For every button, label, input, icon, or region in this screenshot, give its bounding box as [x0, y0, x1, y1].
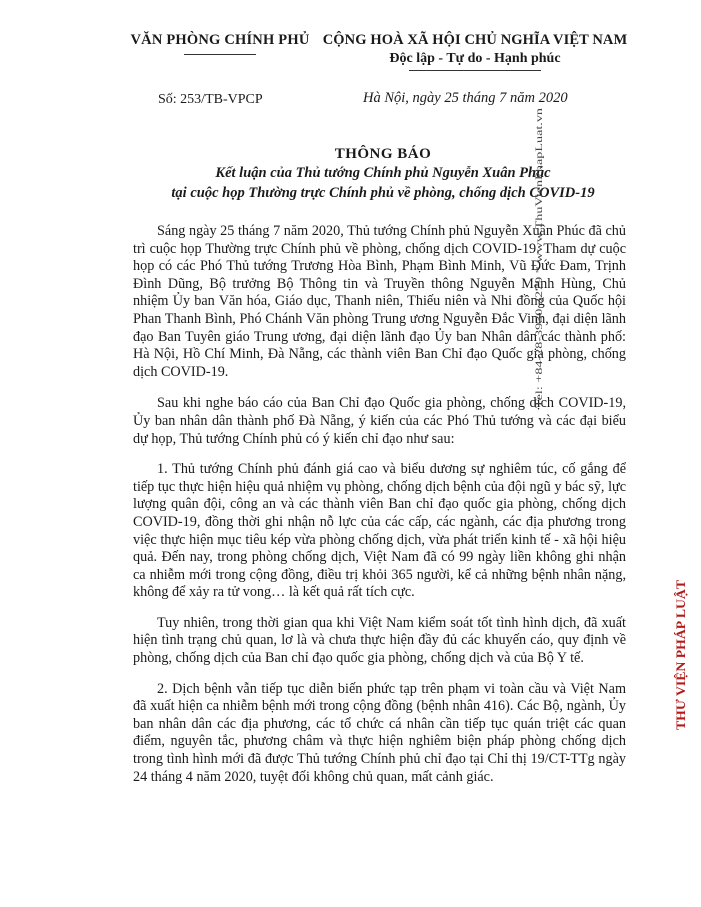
nation-name: CỘNG HOÀ XÃ HỘI CHỦ NGHĨA VIỆT NAM [322, 32, 628, 48]
watermark-contact: Tel: +84-28-3930 3279 * www.ThuVienPhapLuat.vn [535, 206, 545, 408]
issuing-agency: VĂN PHÒNG CHÍNH PHỦ [130, 32, 310, 48]
publisher-watermark [535, 160, 697, 820]
place-and-date: Hà Nội, ngày 25 tháng 7 năm 2020 [363, 90, 568, 106]
document-body [133, 223, 626, 799]
title-line-2: tại cuộc họp Thường trực Chính phủ về phòng, chống dịch COVID-19 [171, 185, 595, 201]
body-paragraph: 2. Dịch bệnh vẫn tiếp tục diễn biến phức tạp trên phạm vi toàn cầu và Việt Nam đã xuất hiện ca nhiễm bệnh mới trong cộng đồng (bệnh nhân 416). Các Bộ, ngành, Ủy ban nhân dân các địa phương, các tổ chức cá nhân cần tiếp tục quán triệt các quan điểm, nguyên tắc, phương châm và thực hiện nghiêm biện pháp phòng chống dịch trong tình hình mới đã được Thủ tướng Chính phủ chỉ đạo tại Chỉ thị 19/CT-TTg ngày 24 tháng 4 năm 2020, tuyệt đối không chủ quan, mất cảnh giác. [133, 680, 626, 785]
document-number: Số: 253/TB-VPCP [158, 92, 263, 107]
body-paragraph: Tuy nhiên, trong thời gian qua khi Việt Nam kiểm soát tốt tình hình dịch, đã xuất hiện tình trạng chủ quan, lơ là và chưa thực hiện đầy đủ các khuyến cáo, quy định về phòng, chống dịch của Ban chỉ đạo quốc gia phòng, chống dịch và của Bộ Y tế. [133, 614, 626, 667]
body-paragraph: Sáng ngày 25 tháng 7 năm 2020, Thủ tướng Chính phủ Nguyễn Xuân Phúc đã chủ trì cuộc họp Thường trực Chính phủ về phòng, chống dịch COVID-19. Tham dự cuộc họp có các Phó Thủ tướng Trương Hòa Bình, Phạm Bình Minh, Vũ Đức Đam, Trịnh Đình Dũng, Bộ trưởng Bộ Thông tin và Truyền thông Nguyễn Mạnh Hùng, Chủ nhiệm Ủy ban Văn hóa, Giáo dục, Thanh niên, Thiếu niên và Nhi đồng của Quốc hội Phan Thanh Bình, Phó Chánh Văn phòng Trung ương Nguyễn Đắc Vinh, đại diện lãnh đạo Ban Tuyên giáo Trung ương, đại diện lãnh đạo Ủy ban Nhân dân các thành phố: Hà Nội, Hồ Chí Minh, Đà Nẵng, các thành viên Ban Chỉ đạo Quốc gia phòng, chống dịch COVID-19. [133, 223, 626, 380]
watermark-brand: THƯ VIỆN PHÁP LUẬT [673, 588, 688, 730]
body-paragraph: 1. Thủ tướng Chính phủ đánh giá cao và biểu dương sự nghiêm túc, cố gắng để tiếp tục thực hiện hiệu quả nhiệm vụ phòng, chống dịch bệnh của đội ngũ y bác sỹ, lực lượng quân đội, công an và các thành viên Ban chỉ đạo quốc gia phòng, chống dịch COVID-19, đồng thời ghi nhận nỗ lực của các cấp, các ngành, các địa phương trong việc thực hiện mục tiêu kép vừa phòng chống dịch, vừa phát triển kinh tế - xã hội hiệu quả. Đến nay, trong phòng chống dịch, Việt Nam đã có 99 ngày liền không ghi nhận ca nhiễm mới trong cộng đồng, điều trị khỏi 365 người, kể cả những bệnh nhân nặng, không để xảy ra tử vong… là kết quả rất tích cực. [133, 461, 626, 601]
title-line-1: Kết luận của Thủ tướng Chính phủ Nguyễn Xuân Phúc [215, 165, 551, 181]
national-header-block [322, 32, 628, 71]
body-paragraph: Sau khi nghe báo cáo của Ban Chỉ đạo Quốc gia phòng, chống dịch COVID-19, Ủy ban nhân dân thành phố Đà Nẵng, ý kiến của các Phó Thủ tướng và các đại biểu dự họp, Thủ tướng Chính phủ có ý kiến chỉ đạo như sau: [133, 395, 626, 447]
motto-underline [409, 70, 541, 71]
document-kind: THÔNG BÁO [334, 146, 432, 162]
agency-underline [184, 54, 256, 55]
issuing-agency-block [125, 32, 315, 55]
national-motto: Độc lập - Tự do - Hạnh phúc [389, 51, 561, 66]
document-title [118, 146, 648, 203]
